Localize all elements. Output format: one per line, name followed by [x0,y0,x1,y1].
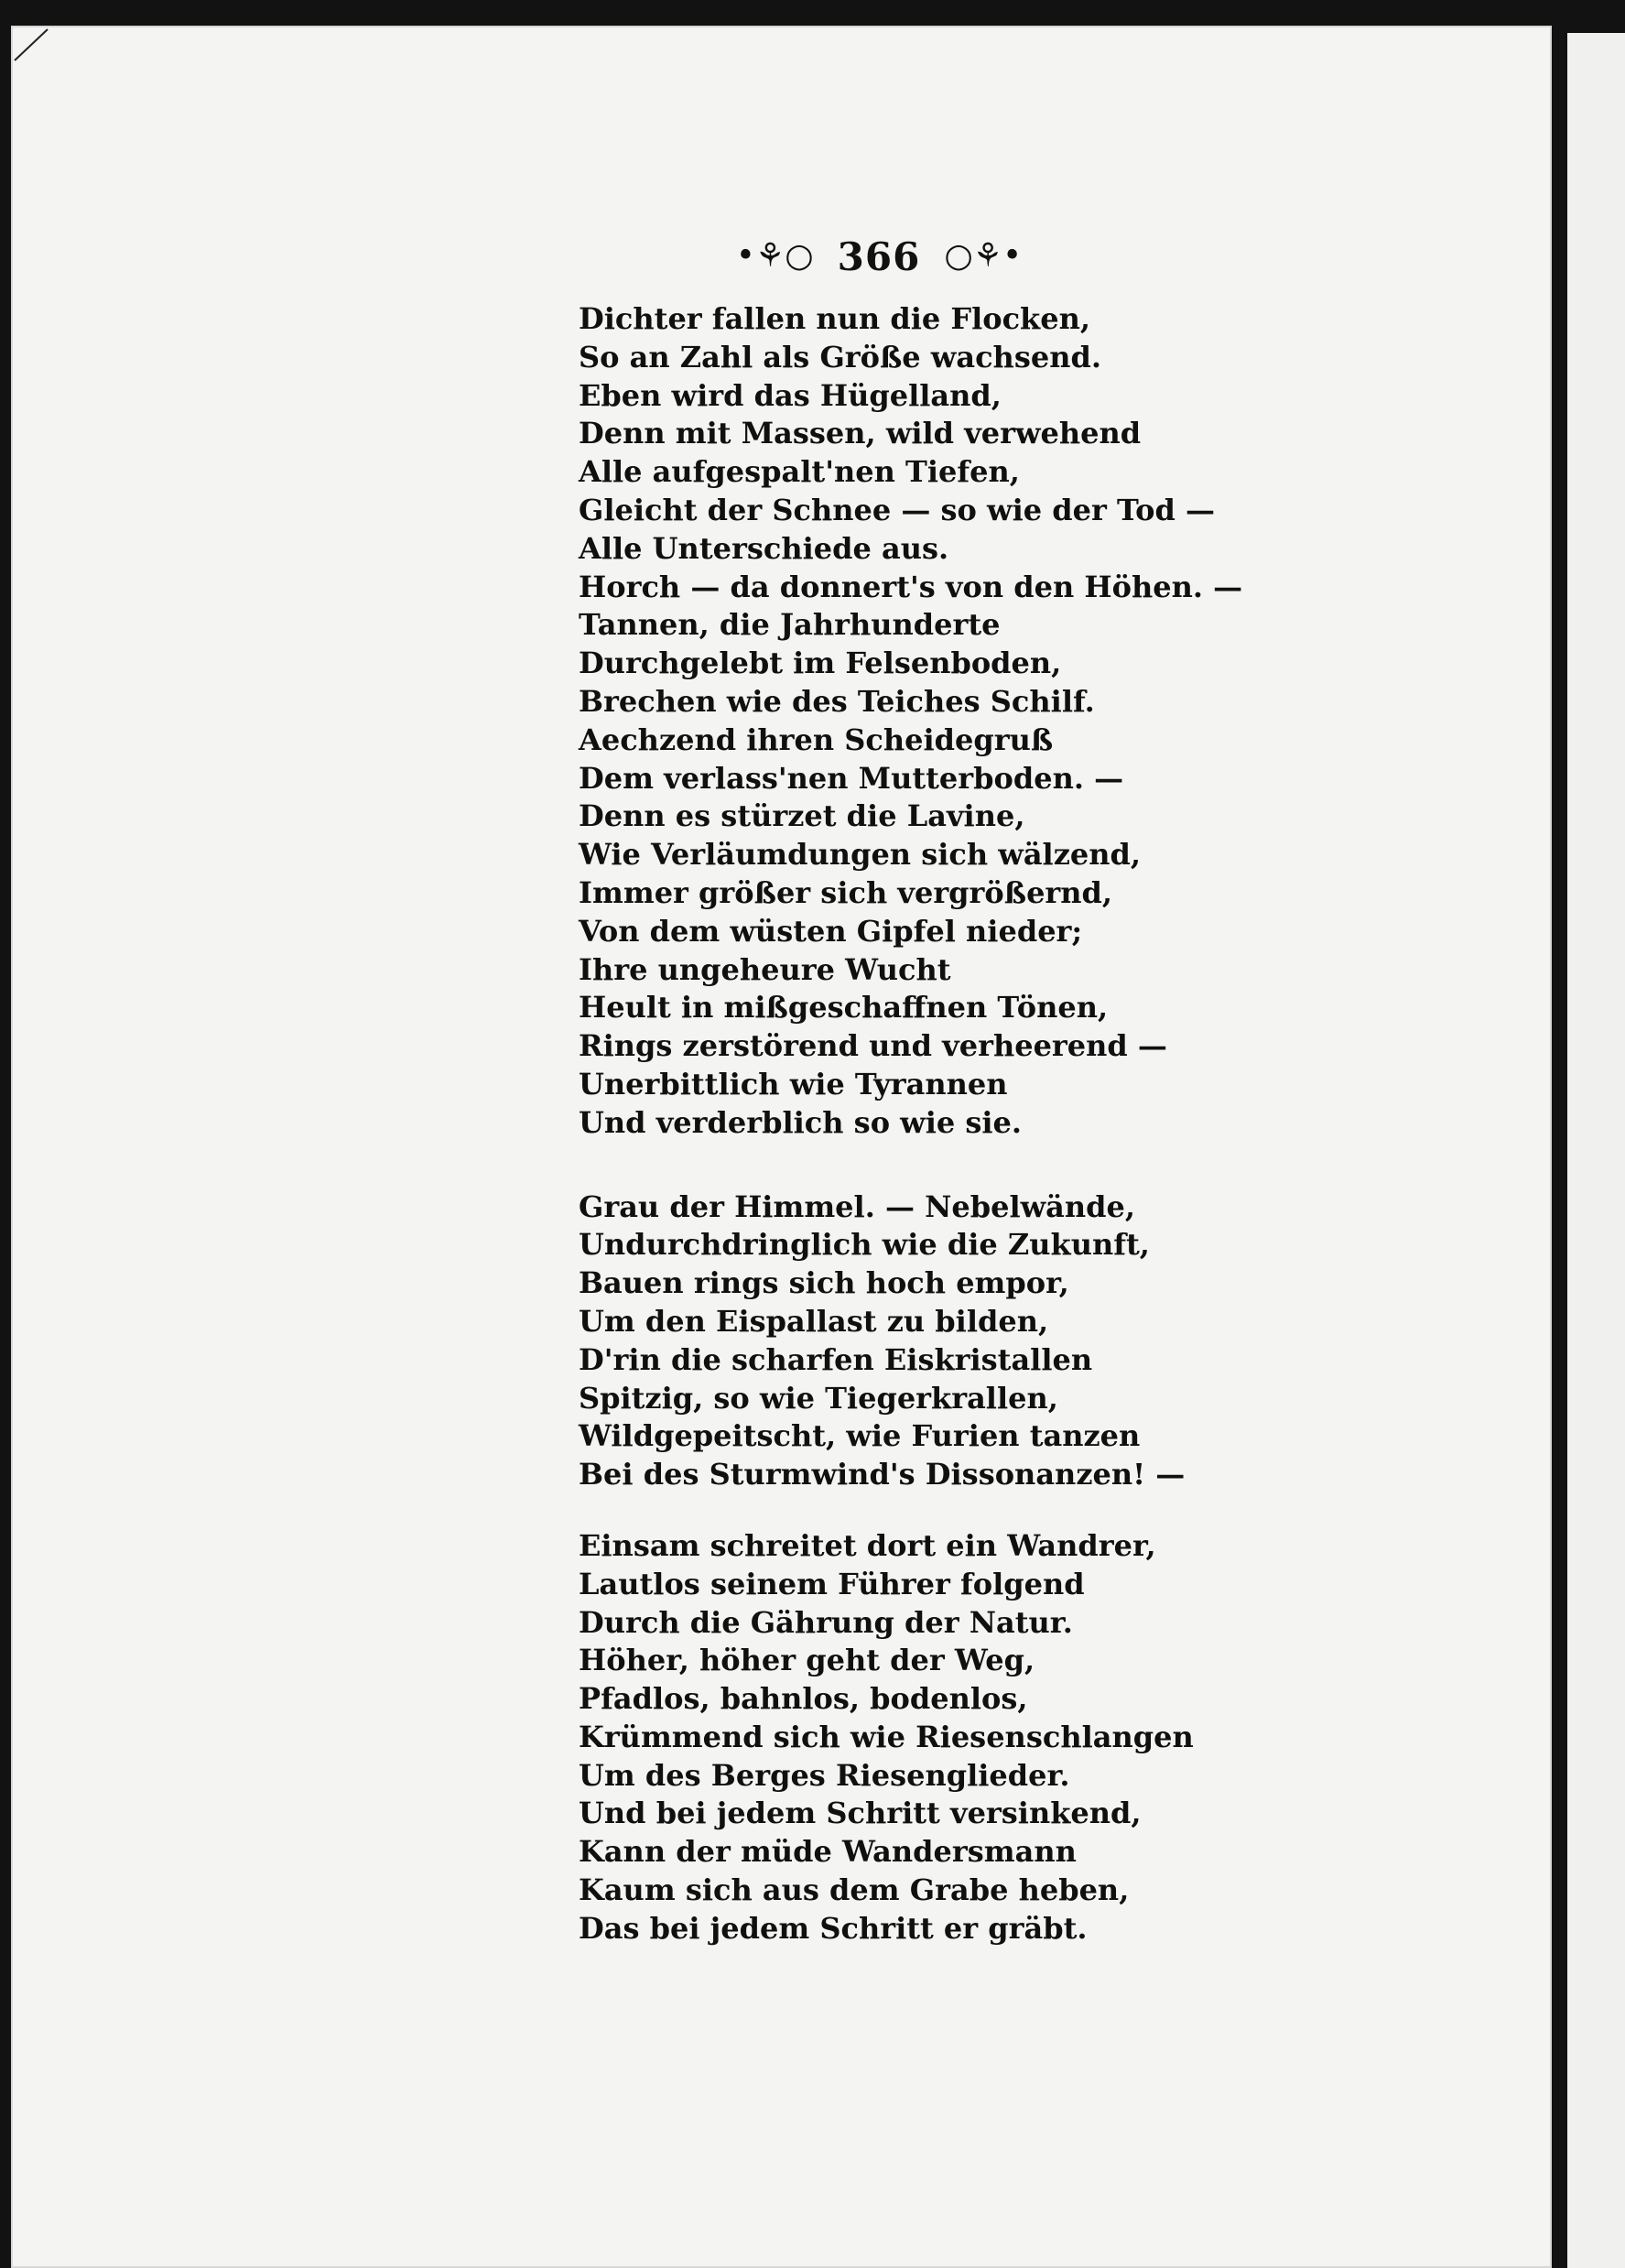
verse-line: Um des Berges Riesenglieder. [579,1757,1070,1793]
verse-line: Tannen, die Jahrhunderte [579,607,1001,643]
verse-line: Denn es stürzet die Lavine, [579,798,1025,834]
verse-line: Immer größer sich vergrößernd, [579,874,1113,910]
page-header [723,229,1035,284]
verse-line: Lautlos seinem Führer folgend [579,1566,1085,1601]
verse-line: Einsam schreitet dort ein Wandrer, [579,1527,1156,1563]
poem-body [579,300,1243,1994]
verse-line: Rings zerstörend und verheerend — [579,1028,1167,1064]
verse-line: Bei des Sturmwind's Dissonanzen! — [579,1457,1186,1492]
stanza [579,1188,1238,1494]
verse-line: Durch die Gährung der Natur. [579,1604,1073,1640]
verse-line: Krümmend sich wie Riesenschlangen [579,1719,1194,1754]
adjacent-page-edge [1567,33,1625,2268]
verse-line: Heult in mißgeschaffnen Tönen, [579,990,1109,1025]
verse-line: Alle aufgespalt'nen Tiefen, [579,454,1020,490]
verse-line: Wie Verläumdungen sich wälzend, [579,837,1142,873]
verse-line: Bauen rings sich hoch empor, [579,1265,1069,1301]
verse-line: Horch — da donnert's von den Höhen. — [579,569,1243,604]
verse-line: Eben wird das Hügelland, [579,377,1002,413]
verse-line: Durchgelebt im Felsenboden, [579,646,1062,681]
verse-line: Und verderblich so wie sie. [579,1104,1023,1140]
verse-line: Das bei jedem Schritt er gräbt. [579,1910,1088,1946]
page-number: 366 [837,233,921,279]
verse-line: Wildgepeitscht, wie Furien tanzen [579,1418,1141,1454]
verse-line: Undurchdringlich wie die Zukunft, [579,1227,1150,1263]
left-ornament: •⚘○ [735,237,814,275]
verse-line: Pfadlos, bahnlos, bodenlos, [579,1681,1028,1717]
verse-line: Alle Unterschiede aus. [579,530,949,566]
stanza [579,300,1243,1143]
verse-line: Von dem wüsten Gipfel nieder; [579,913,1083,949]
verse-line: So an Zahl als Größe wachsend. [579,339,1101,374]
verse-line: Spitzig, so wie Tiegerkrallen, [579,1380,1058,1416]
verse-line: Denn mit Massen, wild verwehend [579,416,1142,451]
verse-line: Kaum sich aus dem Grabe heben, [579,1872,1130,1908]
page-corner-mark [13,26,49,62]
verse-line: D'rin die scharfen Eiskristallen [579,1341,1093,1377]
verse-line: Grau der Himmel. — Nebelwände, [579,1188,1136,1224]
verse-line: Gleicht der Schnee — so wie der Tod — [579,492,1215,527]
stanza [579,1527,1238,1948]
verse-line: Höher, höher geht der Weg, [579,1643,1035,1678]
verse-line: Ihre ungeheure Wucht [579,951,951,987]
verse-line: Um den Eispallast zu bilden, [579,1303,1049,1339]
verse-line: Dem verlass'nen Mutterboden. — [579,760,1124,796]
verse-line: Und bei jedem Schritt versinkend, [579,1796,1142,1831]
verse-line: Brechen wie des Teiches Schilf. [579,683,1095,719]
right-ornament: ○⚘• [944,237,1023,275]
verse-line: Dichter fallen nun die Flocken, [579,301,1090,336]
verse-line: Kann der müde Wandersmann [579,1834,1077,1870]
verse-line: Aechzend ihren Scheidegruß [579,722,1054,757]
verse-line: Unerbittlich wie Tyrannen [579,1066,1008,1101]
